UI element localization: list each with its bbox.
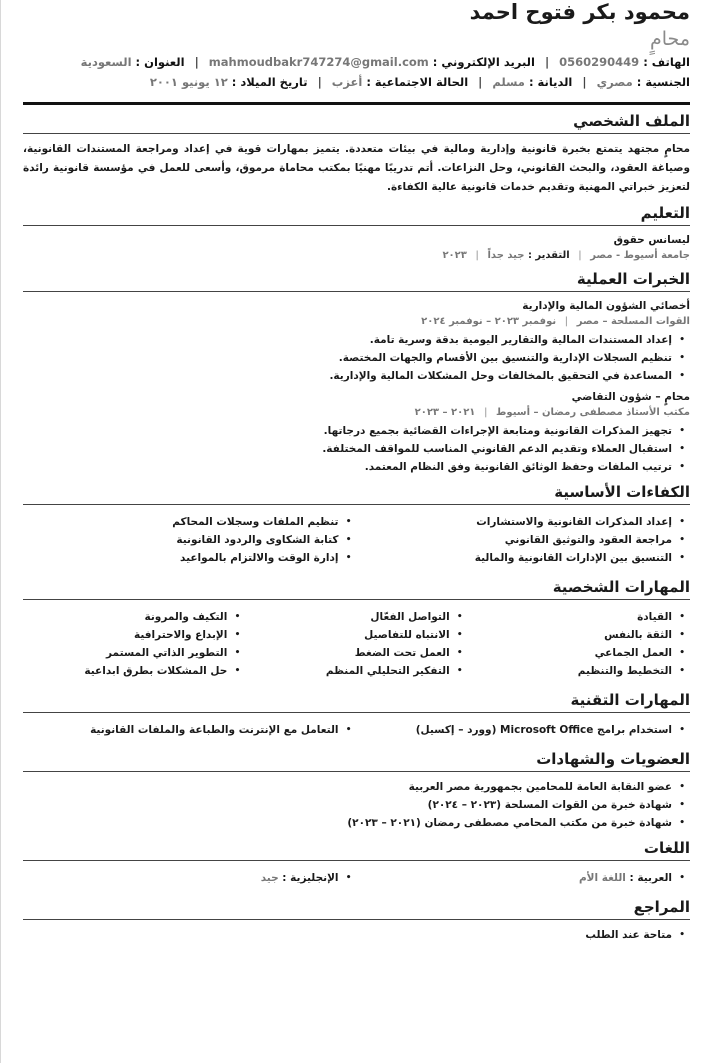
list-item: • القيادة bbox=[468, 608, 672, 626]
list-item: • شهادة خبرة من مكتب المحامي مصطفى رمضان (٢٠٢١ – ٢٠٢٣) bbox=[23, 814, 672, 832]
marital-value: أعزب bbox=[331, 75, 363, 89]
list-item: • ترتيب الملفات وحفظ الوثائق القانونية وفق النظام المعتمد. bbox=[23, 458, 672, 476]
language-level: جيد bbox=[260, 872, 279, 884]
competencies-column bbox=[357, 513, 691, 567]
list-item: • عضو النقابة العامة للمحامين بجمهورية مصر العربية bbox=[23, 778, 672, 796]
list-item: • إدارة الوقت والالتزام بالمواعيد bbox=[23, 549, 339, 567]
memberships-list bbox=[23, 778, 690, 832]
job-duties bbox=[23, 331, 690, 385]
separator: | bbox=[564, 316, 569, 327]
list-item: • التعامل مع الإنترنت والطباعة والملفات القانونية bbox=[23, 721, 339, 739]
competencies-column bbox=[23, 513, 357, 567]
list-item: • التخطيط والتنظيم bbox=[468, 662, 672, 680]
job-title: محامٍ – شؤون التقاضي bbox=[571, 391, 690, 403]
job-title: محامٍ bbox=[650, 28, 690, 50]
list-item: • شهادة خبرة من القوات المسلحة (٢٠٢٣ – ٢٠٢٤) bbox=[23, 796, 672, 814]
job-meta bbox=[23, 314, 690, 329]
languages-grid bbox=[23, 867, 690, 891]
languages-column bbox=[23, 869, 357, 887]
contact-line-1 bbox=[23, 52, 690, 72]
separator: | bbox=[478, 75, 483, 89]
separator: | bbox=[578, 250, 582, 261]
list-item: • الإبداع والاحترافية bbox=[23, 626, 227, 644]
job-title: أخصائي الشؤون المالية والإدارية bbox=[522, 300, 690, 312]
language-level: اللغة الأم bbox=[578, 872, 626, 884]
list-item: • كتابة الشكاوى والردود القانونية bbox=[23, 531, 339, 549]
job-entry bbox=[23, 298, 690, 385]
nationality-value: مصري bbox=[596, 75, 633, 89]
address-label: العنوان : bbox=[135, 55, 185, 69]
graduation-year: ٢٠٢٣ bbox=[442, 250, 467, 261]
marital-label: الحالة الاجتماعية : bbox=[366, 75, 469, 89]
section-divider bbox=[23, 133, 690, 134]
list-item: • الانتباه للتفاصيل bbox=[245, 626, 449, 644]
list-item: • العمل تحت الضغط bbox=[245, 644, 449, 662]
languages-heading: اللغات bbox=[643, 839, 690, 857]
grade-label: التقدير : bbox=[527, 250, 570, 261]
candidate-name: محمود بكر فتوح احمد bbox=[469, 0, 690, 24]
section-divider bbox=[23, 291, 690, 292]
list-item: • مراجعة العقود والتوثيق القانوني bbox=[357, 531, 673, 549]
experience-heading: الخبرات العملية bbox=[576, 270, 690, 288]
list-item: • التكيف والمرونة bbox=[23, 608, 227, 626]
email-label: البريد الإلكتروني : bbox=[432, 55, 535, 69]
job-meta bbox=[23, 405, 690, 420]
separator: | bbox=[317, 75, 322, 89]
list-item: • التفكير التحليلي المنظم bbox=[245, 662, 449, 680]
skills-column bbox=[245, 608, 467, 680]
technical-skills-heading: المهارات التقنية bbox=[570, 691, 690, 709]
references-heading: المراجع bbox=[633, 898, 690, 916]
section-divider bbox=[23, 225, 690, 226]
list-item: • استقبال العملاء وتقديم الدعم القانوني المناسب للمواقف المختلفة. bbox=[23, 440, 672, 458]
list-item: • حل المشكلات بطرق ابداعية bbox=[23, 662, 227, 680]
list-item: • استخدام برامج Microsoft Office (وورد – إكسيل) bbox=[357, 721, 673, 739]
list-item: • إعداد المذكرات القانونية والاستشارات bbox=[357, 513, 673, 531]
languages-column bbox=[357, 869, 691, 887]
dob-label: تاريخ الميلاد : bbox=[231, 75, 308, 89]
memberships-heading: العضويات والشهادات bbox=[536, 750, 690, 768]
references-list bbox=[23, 926, 690, 944]
phone-value: 0560290449 bbox=[559, 55, 640, 69]
list-item: • تنظيم السجلات الإدارية والتنسيق بين الأقسام والجهات المختصة. bbox=[23, 349, 672, 367]
education-details bbox=[23, 248, 690, 263]
separator: | bbox=[194, 55, 199, 69]
list-item: • إعداد المستندات المالية والتقارير اليومية بدقة وسرية تامة. bbox=[23, 331, 672, 349]
technical-skills-grid bbox=[23, 719, 690, 743]
list-item: • التواصل الفعّال bbox=[245, 608, 449, 626]
degree: ليسانس حقوق bbox=[613, 234, 690, 246]
job-org: القوات المسلحة – مصر bbox=[576, 316, 690, 327]
separator: | bbox=[544, 55, 550, 69]
list-item: • التطوير الذاتي المستمر bbox=[23, 644, 227, 662]
dob-value: ١٢ يونيو ٢٠٠١ bbox=[149, 75, 228, 89]
religion-label: الديانة : bbox=[528, 75, 573, 89]
language-english bbox=[23, 869, 339, 887]
section-divider bbox=[23, 771, 690, 772]
section-divider bbox=[23, 712, 690, 713]
resume-content bbox=[23, 0, 690, 948]
separator: | bbox=[475, 250, 479, 261]
skills-column bbox=[357, 721, 691, 739]
list-item: • متاحة عند الطلب bbox=[23, 926, 672, 944]
language-label: العربية : bbox=[629, 872, 672, 884]
list-item: • العمل الجماعي bbox=[468, 644, 672, 662]
competencies-heading: الكفاءات الأساسية bbox=[554, 483, 690, 501]
phone-label: الهاتف : bbox=[643, 55, 690, 69]
competencies-grid bbox=[23, 511, 690, 571]
job-org: مكتب الأستاذ مصطفى رمضان – أسيوط bbox=[496, 407, 690, 418]
job-period: نوفمبر ٢٠٢٣ – نوفمبر ٢٠٢٤ bbox=[421, 316, 557, 327]
separator: | bbox=[582, 75, 587, 89]
university: جامعة أسيوط - مصر bbox=[590, 250, 690, 261]
contact-line-2 bbox=[23, 72, 690, 92]
nationality-label: الجنسية : bbox=[636, 75, 690, 89]
list-item: • تجهيز المذكرات القانونية ومتابعة الإجراءات القضائية بجميع درجاتها. bbox=[23, 422, 672, 440]
skills-column bbox=[23, 608, 245, 680]
skills-column bbox=[23, 721, 357, 739]
section-divider bbox=[23, 860, 690, 861]
religion-value: مسلم bbox=[492, 75, 525, 89]
section-divider bbox=[23, 919, 690, 920]
address-value: السعودية bbox=[80, 55, 132, 69]
list-item: • تنظيم الملفات وسجلات المحاكم bbox=[23, 513, 339, 531]
language-label: الإنجليزية : bbox=[282, 872, 339, 884]
profile-text: محامٍ مجتهد يتمتع بخبرة قانونية وإدارية ومالية في بيئات متعددة. يتميز بمهارات قوية في إعداد ومراجعة المستندات القانونية، وصياغة العقود، والبحث القانوني، وحل النزاعات. أتم تدريبًا مهنيًا بمكتب محاماة مرموق، وأسعى للعمل في مؤسسة قانونية رائدة لتعزيز خبراتي المهنية وتقديم خدمات قانونية عالية الكفاءة. bbox=[23, 143, 690, 193]
personal-skills-heading: المهارات الشخصية bbox=[552, 578, 690, 596]
list-item: • التنسيق بين الإدارات القانونية والمالية bbox=[357, 549, 673, 567]
skills-column bbox=[468, 608, 690, 680]
job-entry bbox=[23, 389, 690, 476]
section-divider bbox=[23, 504, 690, 505]
job-duties bbox=[23, 422, 690, 476]
list-item: • المساعدة في التحقيق بالمخالفات وحل المشكلات المالية والإدارية. bbox=[23, 367, 672, 385]
education-heading: التعليم bbox=[640, 204, 690, 222]
job-period: ٢٠٢١ – ٢٠٢٣ bbox=[414, 407, 476, 418]
personal-skills-grid bbox=[23, 606, 690, 684]
grade-value: جيد جداً bbox=[487, 250, 525, 261]
email-value[interactable]: mahmoudbakr747274@gmail.com bbox=[208, 55, 429, 69]
header-divider bbox=[23, 102, 690, 105]
language-arabic bbox=[357, 869, 673, 887]
section-divider bbox=[23, 599, 690, 600]
list-item: • الثقة بالنفس bbox=[468, 626, 672, 644]
profile-heading: الملف الشخصي bbox=[573, 112, 690, 130]
separator: | bbox=[483, 407, 488, 418]
